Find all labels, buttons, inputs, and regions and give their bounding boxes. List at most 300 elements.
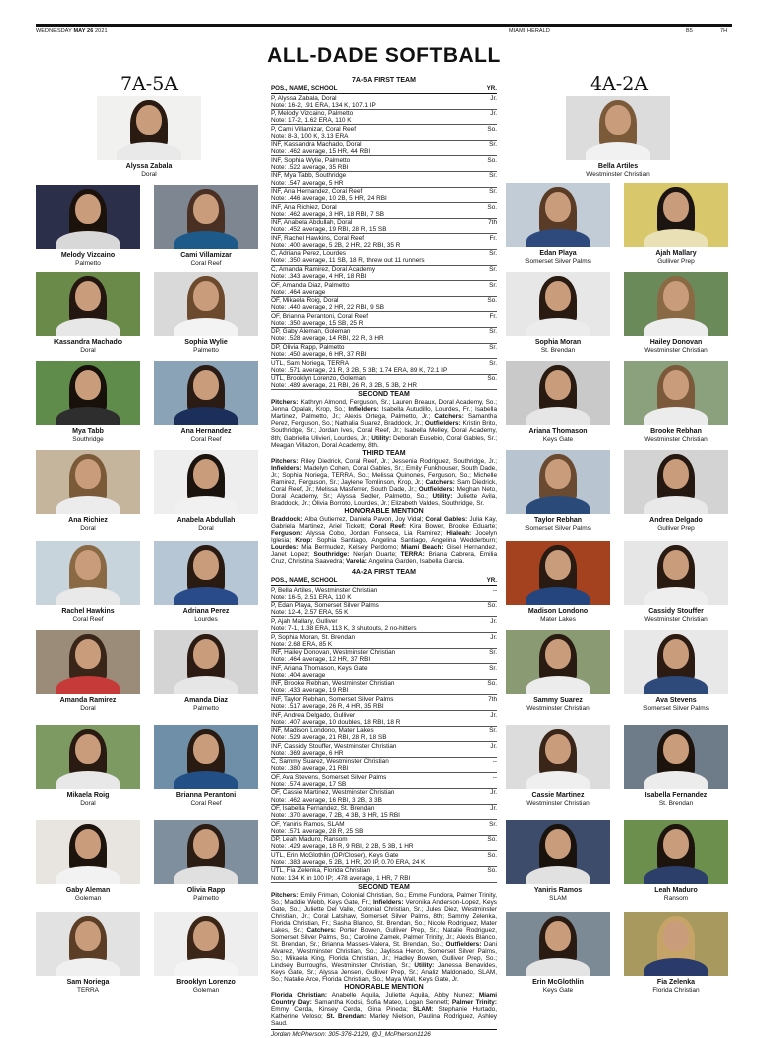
player-note: Note: .528 average, 14 RBI, 22 R, 3 HR xyxy=(271,335,384,343)
folio-year: 2021 xyxy=(95,28,108,34)
player-name: Brianna Perantoni xyxy=(175,792,237,799)
player-name: Ajah Mallary xyxy=(655,250,697,257)
team-row xyxy=(271,602,497,618)
team-row-main xyxy=(271,805,497,812)
first-team-4a2a-column-headers xyxy=(271,577,497,586)
player-card xyxy=(154,272,258,355)
player-school: Coral Reef xyxy=(190,260,222,267)
player-face xyxy=(75,921,101,951)
player-card xyxy=(36,361,140,444)
team-row-main xyxy=(271,141,497,148)
player-year: So. xyxy=(487,156,497,164)
team-row-main xyxy=(271,250,497,257)
player-photo xyxy=(624,725,728,789)
player-name: Isabella Fernandez xyxy=(644,792,708,799)
player-school: St. Brendan xyxy=(540,347,576,354)
player-face xyxy=(545,829,571,859)
player-name: Sophia Moran xyxy=(534,339,582,346)
player-jersey xyxy=(526,587,590,605)
player-year: Sr. xyxy=(489,141,497,149)
team-row xyxy=(271,664,497,680)
player-year: So. xyxy=(487,851,497,859)
player-note: Note: .407 average, 10 doubles, 18 RBI, 18 R xyxy=(271,718,401,726)
player-name: Yaniris Ramos xyxy=(533,887,583,894)
player-note: Note: .400 average, 5 2B, 2 HR, 22 RBI, 35 R xyxy=(271,241,401,249)
team-row-main xyxy=(271,712,497,719)
player-name: Sam Noriega xyxy=(66,979,110,986)
player-year: So. xyxy=(487,375,497,383)
player-jersey xyxy=(526,407,590,425)
player-photo xyxy=(624,272,728,336)
player-school: Westminster Christian xyxy=(586,171,650,178)
player-year: So. xyxy=(487,680,497,688)
player-jersey xyxy=(644,229,708,247)
player-jersey xyxy=(56,407,120,425)
player-position-line: P, Edan Playa, Somerset Silver Palms xyxy=(271,602,379,610)
team-row xyxy=(271,758,497,774)
player-note: Note: .369 average, 6 HR xyxy=(271,749,344,757)
player-face xyxy=(193,194,219,224)
team-row-main xyxy=(271,665,497,672)
player-position-line: UTL, Fia Zelenka, Florida Christian xyxy=(271,867,371,875)
player-position-line: DP, Leah Maduro, Ransom xyxy=(271,836,348,844)
player-face xyxy=(75,194,101,224)
player-school: SLAM xyxy=(549,895,567,902)
team-row-main xyxy=(271,821,497,828)
player-note: Note: 134 K in 100 IP; .478 average, 1 HR, 7 RBI xyxy=(271,874,411,882)
player-name: Taylor Rebhan xyxy=(533,517,583,524)
player-photo xyxy=(506,183,610,247)
team-row xyxy=(271,172,497,188)
team-row xyxy=(271,281,497,297)
category-label: Outfielders: xyxy=(418,485,455,493)
team-row xyxy=(271,867,497,883)
player-year: Sr. xyxy=(489,250,497,258)
team-row xyxy=(271,234,497,250)
team-row xyxy=(271,219,497,235)
team-row-main xyxy=(271,852,497,859)
player-year: Jr. xyxy=(490,789,497,797)
player-position-line: P, Cami Villamizar, Coral Reef xyxy=(271,125,357,133)
category-label: Infielders: xyxy=(372,898,404,906)
team-row-main xyxy=(271,344,497,351)
player-note: Note: .547 average, 5 HR xyxy=(271,179,344,187)
player-jersey xyxy=(526,229,590,247)
category-label: Catchers: xyxy=(306,926,337,934)
player-year: So. xyxy=(487,203,497,211)
first-team-7a5a-column-headers xyxy=(271,85,497,94)
player-name: Bella Artiles xyxy=(597,163,639,170)
player-card xyxy=(36,630,140,713)
player-note: Note: 17-2, 1.62 ERA, 110 K xyxy=(271,117,352,125)
category-label: Florida Christian: xyxy=(271,992,328,1000)
player-jersey xyxy=(56,958,120,976)
player-year: Jr. xyxy=(490,711,497,719)
player-card xyxy=(624,541,728,624)
player-photo xyxy=(624,361,728,425)
player-face xyxy=(663,639,689,669)
category-label: Infielders: xyxy=(348,406,379,414)
team-row xyxy=(271,711,497,727)
team-row-main xyxy=(271,360,497,367)
player-jersey xyxy=(174,318,238,336)
player-year: -- xyxy=(492,758,497,766)
player-photo xyxy=(506,725,610,789)
player-name: Ana Hernandez xyxy=(180,428,232,435)
player-school: Coral Reef xyxy=(190,436,222,443)
player-name: Erin McGlothlin xyxy=(532,979,584,986)
player-face xyxy=(545,192,571,222)
player-position-line: OF, Amanda Diaz, Palmetto xyxy=(271,281,350,289)
player-year: -- xyxy=(492,586,497,594)
team-row-main xyxy=(271,774,497,781)
player-jersey xyxy=(56,676,120,694)
player-year: Sr. xyxy=(489,820,497,828)
category-label: Outfielders: xyxy=(424,420,461,428)
player-note: Note: 8-3, 100 K, 3.13 ERA xyxy=(271,132,349,140)
player-card xyxy=(506,725,610,808)
team-row xyxy=(271,203,497,219)
column-header-year: YR. xyxy=(486,577,497,585)
player-photo xyxy=(624,183,728,247)
player-note: Note: .462 average, 3 HR, 18 RBI, 7 SB xyxy=(271,210,384,218)
player-jersey xyxy=(526,958,590,976)
player-note: Note: .464 average, 12 HR, 37 RBI xyxy=(271,656,371,664)
player-name: Melody Vizcaino xyxy=(60,252,116,259)
player-card xyxy=(36,725,140,808)
player-note: Note: .350 average, 15 SB, 25 R xyxy=(271,319,364,327)
player-name: Mikaela Roig xyxy=(66,792,110,799)
category-label: Lourdes: xyxy=(271,544,299,552)
player-note: Note: .450 average, 6 HR, 37 RBI xyxy=(271,351,367,359)
player-face xyxy=(193,829,219,859)
player-name: Cassie Martinez xyxy=(531,792,585,799)
player-note: Note: .489 average, 21 RBI, 26 R, 3 2B, 5 3B, 2 HR xyxy=(271,382,418,390)
player-year: Fr. xyxy=(489,312,497,320)
player-year: Sr. xyxy=(489,281,497,289)
player-card xyxy=(36,185,140,268)
team-row-main xyxy=(271,618,497,625)
player-position-line: INF, Brooke Rebhan, Westminster Christian xyxy=(271,680,395,688)
player-school: Coral Reef xyxy=(72,616,104,623)
player-face xyxy=(193,921,219,951)
player-year: Sr. xyxy=(489,266,497,274)
player-note: Note: .464 average xyxy=(271,288,326,296)
team-row xyxy=(271,820,497,836)
player-face xyxy=(663,829,689,859)
category-label: Utility: xyxy=(371,434,392,442)
player-name: Ariana Thomason xyxy=(528,428,588,435)
player-note: Note: .571 average, 21 R, 3 2B, 5 3B; 1.74 ERA, 89 K, 72.1 IP xyxy=(271,366,448,374)
player-position-line: INF, Hailey Donovan, Westminster Christian xyxy=(271,649,396,657)
player-card xyxy=(624,272,728,355)
player-school: St. Brendan xyxy=(658,800,694,807)
player-year: Jr. xyxy=(490,617,497,625)
player-position-line: C, Adriana Perez, Lourdes xyxy=(271,250,346,258)
category-label: Coral Reef: xyxy=(369,522,407,530)
player-name: Ava Stevens xyxy=(655,697,697,704)
player-photo xyxy=(624,912,728,976)
player-jersey xyxy=(526,771,590,789)
player-name: Gaby Aleman xyxy=(65,887,111,894)
player-name: Alyssa Zabala xyxy=(125,163,173,170)
player-note: Note: .383 average, 5 2B, 1 HR, 20 IP, 0.70 ERA, 24 K xyxy=(271,858,426,866)
team-row-main xyxy=(271,313,497,320)
player-position-line: INF, Cassidy Stouffer, Westminster Christian xyxy=(271,742,397,750)
second-team-7a5a-header: SECOND TEAM xyxy=(358,391,410,399)
player-school: Westminster Christian xyxy=(644,436,708,443)
category-label: St. Brendan: xyxy=(326,1013,367,1021)
player-year: Jr. xyxy=(490,633,497,641)
player-face xyxy=(663,459,689,489)
player-jersey xyxy=(56,587,120,605)
player-face xyxy=(663,192,689,222)
category-label: Catchers: xyxy=(425,478,455,486)
player-jersey xyxy=(174,958,238,976)
player-school: Somerset Silver Palms xyxy=(525,258,591,265)
player-card xyxy=(624,912,728,995)
team-row xyxy=(271,649,497,665)
player-face xyxy=(75,639,101,669)
player-note: Note: .462 average, 15 HR, 44 RBI xyxy=(271,148,371,156)
player-photo xyxy=(154,820,258,884)
player-jersey xyxy=(117,142,181,160)
folio-date-text: MAY 26 xyxy=(73,28,94,34)
category-label: Krop: xyxy=(295,537,313,545)
player-face xyxy=(75,829,101,859)
team-row xyxy=(271,617,497,633)
player-school: TERRA xyxy=(76,987,100,994)
player-face xyxy=(193,734,219,764)
team-row-main xyxy=(271,696,497,703)
player-school: Coral Reef xyxy=(190,800,222,807)
player-school: Gulliver Prep xyxy=(657,525,695,532)
player-photo xyxy=(36,820,140,884)
category-label: Utility: xyxy=(414,962,435,970)
team-row xyxy=(271,156,497,172)
player-jersey xyxy=(644,496,708,514)
player-card xyxy=(36,450,140,533)
player-name: Hailey Donovan xyxy=(649,339,703,346)
player-year: Jr. xyxy=(490,805,497,813)
player-year: Sr. xyxy=(489,727,497,735)
player-position-line: INF, Anabela Abdullah, Doral xyxy=(271,219,353,227)
honorable-mention-7a5a-text: Braddock: Alba Gutierrez, Daniela Pavon, Joy Vidal; Coral Gables: Julia Kay, Gabriela Martinez, Ariel Tickett; Coral Reef: Kira Bower, Brooke Eduarte; Ferguson: Alyssa Cobo, Jordan Fonseca, Lia Ramirez; Hialeah: Jocelyn Iglesia; Krop: Sophia Santiago, Angelina Santiago, Angelina Wedderburn; Lourdes: Mia Bermudez, Kelsey Perdomo; Miami Beach: Gisel Hernandez, Janet Lopez; Southridge: Nerjah Duarte; TERRA: Briana Cabrera, Emilia Cruz, Christina Saavedra; Varela: Angelina Garden, Isabella Garcia. xyxy=(271,515,497,566)
player-card xyxy=(154,450,258,533)
player-school: Keys Gate xyxy=(542,436,574,443)
player-school: Mater Lakes xyxy=(540,616,576,623)
player-photo xyxy=(36,272,140,336)
player-card xyxy=(624,361,728,444)
player-face xyxy=(193,459,219,489)
team-row-main xyxy=(271,836,497,843)
player-face xyxy=(663,281,689,311)
player-school: Palmetto xyxy=(193,347,219,354)
byline: Jordan McPherson: 305-376-2129, @J_McPherson1126 xyxy=(271,1029,497,1038)
team-row-main xyxy=(271,634,497,641)
player-note: Note: .343 average, 4 HR, 18 RBI xyxy=(271,273,367,281)
player-note: Note: .370 average, 7 2B, 4 3B, 3 HR, 15 RBI xyxy=(271,812,400,820)
player-photo xyxy=(36,361,140,425)
player-jersey xyxy=(644,587,708,605)
player-position-line: UTL, Brooklyn Lorenzo, Goleman xyxy=(271,375,366,383)
category-label: Braddock: xyxy=(271,515,303,523)
player-face xyxy=(136,105,162,135)
player-card xyxy=(624,820,728,903)
honorable-mention-4a2a-header: HONORABLE MENTION xyxy=(344,984,424,992)
player-jersey xyxy=(174,231,238,249)
player-note: Note: 2.68 ERA, 85 K xyxy=(271,640,333,648)
team-row-main xyxy=(271,157,497,164)
player-face xyxy=(663,370,689,400)
column-header-position: POS., NAME, SCHOOL xyxy=(271,85,338,92)
player-face xyxy=(193,639,219,669)
player-note: Note: .350 average, 11 SB, 18 R, threw out 11 runners xyxy=(271,257,425,265)
player-jersey xyxy=(644,866,708,884)
category-label: Pitchers: xyxy=(271,891,299,899)
player-face xyxy=(75,370,101,400)
player-name: Anabela Abdullah xyxy=(176,517,236,524)
player-jersey xyxy=(174,676,238,694)
player-school: Westminster Christian xyxy=(644,616,708,623)
player-position-line: UTL, Erin McGlothlin (DP/Closer), Keys Gate xyxy=(271,851,399,859)
player-photo xyxy=(154,185,258,249)
player-photo xyxy=(624,630,728,694)
player-position-line: INF, Sophia Wylie, Palmetto xyxy=(271,156,351,164)
player-year: 7th xyxy=(488,695,497,703)
player-school: Somerset Silver Palms xyxy=(525,525,591,532)
player-position-line: INF, Rachel Hawkins, Coral Reef xyxy=(271,234,365,242)
player-photo xyxy=(154,725,258,789)
player-position-line: P, Ajah Mallary, Gulliver xyxy=(271,617,338,625)
player-photo xyxy=(154,630,258,694)
team-row-main xyxy=(271,328,497,335)
team-row-main xyxy=(271,235,497,242)
team-row-main xyxy=(271,219,497,226)
player-school: Gulliver Prep xyxy=(657,258,695,265)
player-card xyxy=(154,630,258,713)
folio-page: 7H xyxy=(720,28,728,34)
player-position-line: INF, Ana Hernandez, Coral Reef xyxy=(271,188,363,196)
team-row-main xyxy=(271,188,497,195)
top-rule xyxy=(36,24,732,27)
player-school: Southridge xyxy=(72,436,104,443)
player-note: Note: 12-4, 2.57 ERA, 55 K xyxy=(271,609,349,617)
honorable-mention-7a5a-header: HONORABLE MENTION xyxy=(344,507,424,515)
team-row xyxy=(271,742,497,758)
player-card xyxy=(624,630,728,713)
category-label: Ferguson: xyxy=(271,530,303,538)
player-name: Adriana Perez xyxy=(182,608,230,615)
category-label: Miami Beach: xyxy=(401,544,444,552)
category-label: Hialeah: xyxy=(446,530,472,538)
player-school: Doral xyxy=(80,705,96,712)
team-row xyxy=(271,695,497,711)
player-position-line: P, Sophia Moran, St. Brendan xyxy=(271,633,356,641)
player-name: Leah Maduro xyxy=(654,887,698,894)
player-position-line: INF, Andrea Delgado, Gulliver xyxy=(271,711,356,719)
player-note: Note: .571 average, 28 R, 25 SB xyxy=(271,827,364,835)
player-photo xyxy=(566,96,670,160)
second-team-4a2a-header: SECOND TEAM xyxy=(358,883,410,891)
player-card xyxy=(154,361,258,444)
player-name: Amanda Ramirez xyxy=(59,697,117,704)
third-team-7a5a-header: THIRD TEAM xyxy=(362,449,406,457)
player-jersey xyxy=(174,771,238,789)
player-card xyxy=(566,96,670,179)
player-jersey xyxy=(526,318,590,336)
team-row xyxy=(271,773,497,789)
player-note: Note: .433 average, 19 RBI xyxy=(271,687,349,695)
player-school: Keys Gate xyxy=(542,987,574,994)
player-name: Olivia Rapp xyxy=(186,887,226,894)
player-card xyxy=(624,725,728,808)
player-card xyxy=(506,912,610,995)
player-position-line: INF, Kassandra Machado, Doral xyxy=(271,141,362,149)
first-team-4a2a-header: 4A-2A FIRST TEAM xyxy=(352,569,416,577)
player-card xyxy=(154,541,258,624)
category-label: Utility: xyxy=(432,492,453,500)
player-card xyxy=(36,820,140,903)
player-name: Andrea Delgado xyxy=(649,517,703,524)
player-school: Goleman xyxy=(192,987,220,994)
player-card xyxy=(506,541,610,624)
player-position-line: C, Amanda Ramirez, Doral Academy xyxy=(271,266,376,274)
player-name: Brooklyn Lorenzo xyxy=(176,979,236,986)
player-jersey xyxy=(174,587,238,605)
team-row-main xyxy=(271,727,497,734)
player-note: Note: .404 average xyxy=(271,671,326,679)
player-card xyxy=(154,725,258,808)
player-photo xyxy=(154,361,258,425)
player-photo xyxy=(506,450,610,514)
player-card xyxy=(36,912,140,995)
player-jersey xyxy=(526,496,590,514)
team-row xyxy=(271,805,497,821)
column-header-year: YR. xyxy=(486,85,497,92)
player-position-line: OF, Yaniris Ramos, SLAM xyxy=(271,820,345,828)
player-note: Note: 16-5, 2.51 ERA, 110 K xyxy=(271,593,352,601)
team-row xyxy=(271,344,497,360)
team-row xyxy=(271,586,497,602)
team-row-main xyxy=(271,758,497,765)
player-jersey xyxy=(644,318,708,336)
player-face xyxy=(193,370,219,400)
player-note: Note: .446 average, 10 2B, 5 HR, 24 RBI xyxy=(271,195,387,203)
player-school: Doral xyxy=(198,525,214,532)
player-year: Jr. xyxy=(490,110,497,118)
player-name: Cassidy Stouffer xyxy=(648,608,704,615)
player-position-line: OF, Brianna Perantoni, Coral Reef xyxy=(271,312,368,320)
player-year: Sr. xyxy=(489,359,497,367)
first-team-7a5a-header: 7A-5A FIRST TEAM xyxy=(352,77,416,84)
team-row-main xyxy=(271,587,497,594)
player-card xyxy=(624,183,728,266)
player-jersey xyxy=(644,771,708,789)
player-position-line: C, Sammy Suarez, Westminster Christian xyxy=(271,758,389,766)
first-team-7a5a-list xyxy=(271,94,497,390)
player-photo xyxy=(506,912,610,976)
player-card xyxy=(154,912,258,995)
player-card xyxy=(624,450,728,533)
team-row-main xyxy=(271,126,497,133)
category-label: Outfielders: xyxy=(445,940,482,948)
team-row-main xyxy=(271,867,497,874)
folio-date xyxy=(36,28,108,34)
category-label: Southridge: xyxy=(313,551,350,559)
player-year: Sr. xyxy=(489,328,497,336)
player-school: Somerset Silver Palms xyxy=(643,705,709,712)
